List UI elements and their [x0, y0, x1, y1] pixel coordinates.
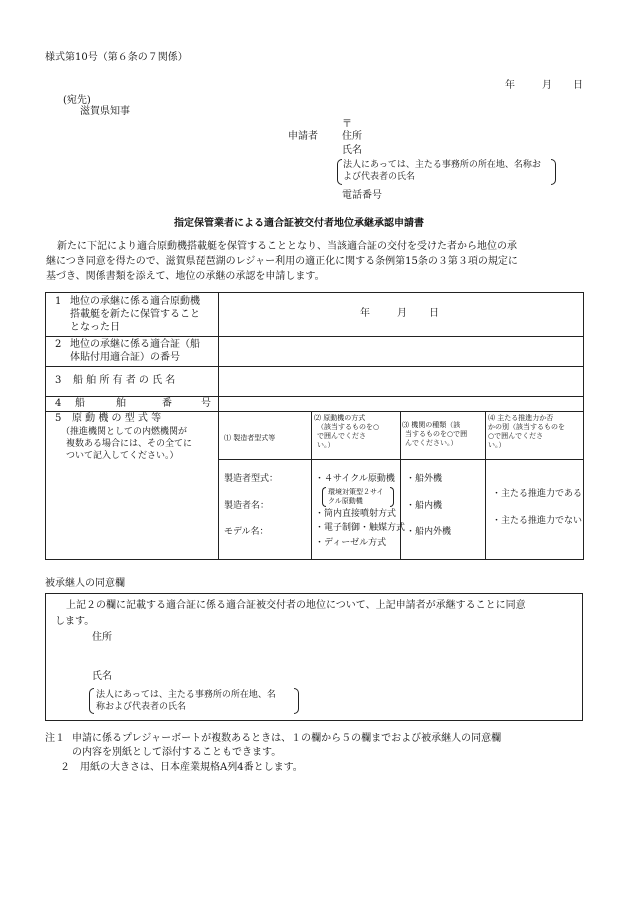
note1-line1: 申請に係るプレジャーボートが複数あるときは、１の欄から５の欄までおよび被承継人の同意欄 [72, 733, 502, 744]
row5-col4-header-line2: かの別（該当するものを [488, 423, 565, 431]
row1-label-line1: 地位の承継に係る適合原動機 [70, 296, 200, 307]
row5-note-line2: 複数ある場合には、その全てに [66, 439, 193, 449]
row5-number: 5 [55, 413, 62, 424]
consent-corp-note-line2: 称および代表者の氏名 [96, 702, 187, 712]
date-month-label: 月 [542, 80, 552, 91]
document-title: 指定保管業者による適合証被交付者地位承継承認申請書 [174, 218, 424, 229]
list-item: ・４サイクル原動機 [315, 474, 395, 484]
row5-col4-header-line3: ○で囲んでくださ [488, 432, 544, 440]
row2-label-line1: 地位の承継に係る適合証（船 [70, 339, 200, 350]
row1-label-line3: となった日 [70, 322, 120, 333]
row-divider [46, 336, 583, 337]
row5-col2-header-line4: い。） [317, 441, 335, 449]
label-column-divider [218, 293, 219, 559]
date-day-label: 日 [573, 80, 583, 91]
list-item: モデル名： [224, 527, 269, 537]
date-year-label: 年 [505, 80, 515, 91]
row5-col-divider [311, 411, 312, 559]
row4-label-a: 船 [75, 398, 85, 409]
col2-sub-line2: クル原動機 [328, 497, 363, 505]
list-item: 製造者名： [224, 501, 270, 511]
intro-line-2: 継につき同意を得たので、滋賀県琵琶湖のレジャー利用の適正化に関する条例第15条の３第３項の規定に [46, 256, 518, 267]
row5-col2-header-line1: ⑵ 原動機の方式 [314, 414, 366, 422]
addressee-prefix: (宛先) [63, 95, 91, 106]
consent-corp-note-line1: 法人にあっては、主たる事務所の所在地、名 [96, 690, 276, 700]
row2-number: 2 [55, 339, 62, 350]
applicant-address-label: 住所 [342, 131, 362, 142]
col2-sub-right-bracket [390, 487, 394, 507]
intro-line-3: 基づき、関係書類を添えて、地位の承継の承認を申請します。 [46, 271, 325, 282]
consent-text-line2: します。 [55, 616, 95, 627]
applicant-corp-note-line1: 法人にあっては、主たる事務所の所在地、名称お [343, 160, 541, 170]
form-number: 様式第10号（第６条の７関係） [45, 52, 188, 63]
row5-col1-header-text: ⑴ 製造者型式等 [224, 434, 276, 442]
row5-col-divider [400, 411, 401, 559]
row1-day: 日 [429, 308, 439, 319]
consent-address-label: 住所 [92, 632, 112, 643]
row5-col4-header-line4: い。） [488, 441, 506, 449]
applicant-corp-note-line2: よび代表者の氏名 [343, 172, 416, 182]
list-item: ・船外機 [406, 474, 443, 484]
consent-note-right-bracket [294, 688, 299, 714]
row5-note-line3: ついて記入してください。） [66, 451, 179, 461]
applicant-phone-label: 電話番号 [342, 190, 382, 201]
row-divider [46, 366, 583, 367]
applicant-label: 申請者 [288, 131, 318, 142]
row5-label: 原 動 機 の 型 式 等 [72, 413, 162, 424]
intro-line-1: 新たに下記により適合原動機搭載艇を保管することとなり、当該適合証の交付を受けた者から地位の承 [57, 241, 517, 252]
row-divider [46, 396, 583, 397]
consent-section-title: 被承継人の同意欄 [45, 578, 125, 589]
row5-col4-header-line1: ⑷ 主たる推進力か否 [488, 414, 554, 422]
list-item: ・筒内直接噴射方式 [315, 509, 397, 519]
consent-text-line1: 上記２の欄に記載する適合証に係る適合証被交付者の地位について、上記申請者が承継することに同意 [66, 600, 526, 611]
row4-label-b: 舶 [116, 398, 126, 409]
row5-col2-header-line3: で囲んでくださ [317, 432, 366, 440]
consent-note-left-bracket [89, 688, 94, 714]
row5-col3-header-line1: ⑶ 機関の種類（該 [402, 421, 461, 429]
row5-col3-header-line3: んでください。） [405, 439, 458, 447]
list-item: ・電子制御・触媒方式 [315, 523, 406, 533]
row1-label-line2: 搭載艇を新たに保管すること [70, 309, 200, 320]
list-item: ・主たる推進力である [492, 489, 583, 499]
row5-col2-header-line2: （該当するものを○ [317, 423, 380, 431]
row4-number: 4 [55, 398, 62, 409]
list-item: ・ディーゼル方式 [315, 538, 387, 548]
note2-label: ２ [60, 762, 70, 773]
row1-year: 年 [360, 308, 370, 319]
applicant-name-label: 氏名 [342, 145, 362, 156]
row-divider [46, 411, 583, 412]
row3-number: 3 [55, 375, 62, 386]
list-item: ・船内機 [406, 501, 443, 511]
col2-sub-line1: 環境対策型２サイ [328, 488, 384, 496]
list-item: ・主たる推進力でない [492, 516, 583, 526]
row1-number: 1 [55, 296, 62, 307]
row5-col-divider [485, 411, 486, 559]
note1-line2: の内容を別紙として添付することもできます。 [72, 747, 282, 758]
row4-label-c: 番 [162, 398, 172, 409]
row4-label-d: 号 [201, 398, 211, 409]
postal-mark: 〒 [342, 119, 352, 130]
note1-label: 注１ [45, 733, 65, 744]
addressee-name: 滋賀県知事 [80, 106, 130, 117]
applicant-note-left-bracket [337, 159, 342, 185]
row2-label-line2: 体貼付用適合証）の番号 [70, 352, 180, 363]
applicant-note-right-bracket [551, 159, 556, 185]
row3-label: 船 舶 所 有 者 の 氏 名 [73, 375, 176, 386]
note2-text: 用紙の大きさは、日本産業規格A列4番とします。 [80, 762, 303, 773]
list-item: ・船内外機 [406, 527, 452, 537]
row1-month: 月 [397, 308, 407, 319]
list-item: 製造者型式： [224, 474, 279, 484]
consent-name-label: 氏名 [92, 671, 112, 682]
row5-col3-header-line2: 当するものを○で囲 [405, 430, 468, 438]
row5-note-line1: （推進機関としての内燃機関が [61, 427, 188, 437]
col2-sub-left-bracket [322, 487, 326, 507]
